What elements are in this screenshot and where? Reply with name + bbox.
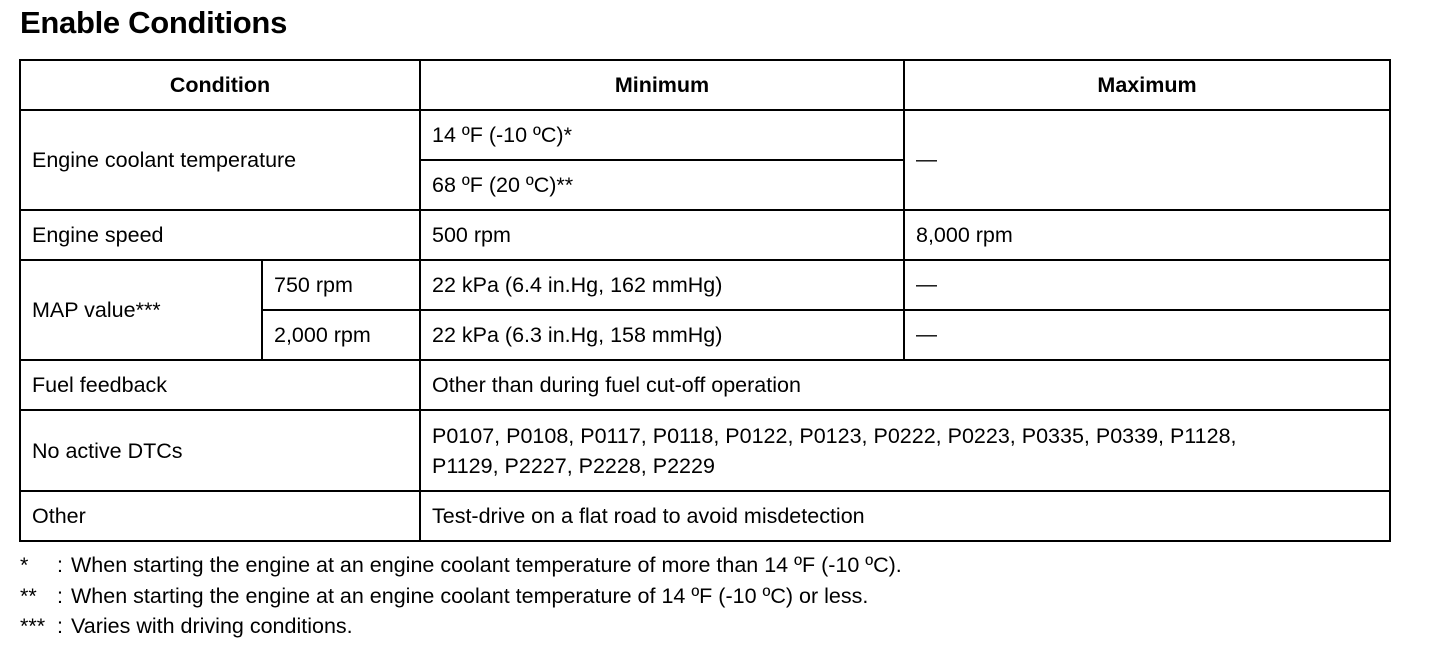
footnote <box>20 611 902 642</box>
dtc-list-line-2: P1129, P2227, P2228, P2229 <box>432 453 715 478</box>
table-header-row <box>20 60 1390 110</box>
footnote-text: When starting the engine at an engine coolant temperature of more than 14 ºF (-10 ºC). <box>71 553 902 577</box>
dtc-list-line-1: P0107, P0108, P0117, P0118, P0122, P0123, P0222, P0223, P0335, P0339, P1128, <box>432 423 1237 448</box>
footnote-text: When starting the engine at an engine coolant temperature of 14 ºF (-10 ºC) or less. <box>71 583 869 608</box>
footnote-mark: * <box>20 553 29 577</box>
ect-min-1: 14 ºF (-10 ºC)* <box>420 110 904 160</box>
fuel-feedback-label: Fuel feedback <box>20 360 420 410</box>
page-title: Enable Conditions <box>20 5 288 40</box>
map-max-750: — <box>904 260 1390 310</box>
map-min-2000: 22 kPa (6.3 in.Hg, 158 mmHg) <box>420 310 904 360</box>
no-active-dtcs-label: No active DTCs <box>20 410 420 491</box>
engine-speed-label: Engine speed <box>20 210 420 260</box>
map-min-750: 22 kPa (6.4 in.Hg, 162 mmHg) <box>420 260 904 310</box>
other-value: Test-drive on a flat road to avoid misdetection <box>420 491 1390 541</box>
table-row <box>20 360 1390 410</box>
map-max-2000: — <box>904 310 1390 360</box>
engine-speed-max: 8,000 rpm <box>904 210 1390 260</box>
footnote-separator: : <box>57 553 63 577</box>
footnotes <box>20 550 902 642</box>
ect-max: — <box>904 110 1390 210</box>
footnote <box>20 581 902 612</box>
header-minimum: Minimum <box>420 60 904 110</box>
footnote-mark: *** <box>20 614 46 638</box>
no-active-dtcs-value <box>420 410 1390 491</box>
ect-min-2: 68 ºF (20 ºC)** <box>420 160 904 210</box>
table-row <box>20 491 1390 541</box>
ect-label: Engine coolant temperature <box>20 110 420 210</box>
engine-speed-min: 500 rpm <box>420 210 904 260</box>
map-sub-2000: 2,000 rpm <box>262 310 420 360</box>
fuel-feedback-value: Other than during fuel cut-off operation <box>420 360 1390 410</box>
footnote-text: Varies with driving conditions. <box>71 614 353 638</box>
footnote-separator: : <box>57 614 63 638</box>
other-label: Other <box>20 491 420 541</box>
enable-conditions-table <box>19 59 1391 542</box>
table-row <box>20 210 1390 260</box>
table-row <box>20 260 1390 310</box>
footnote <box>20 550 902 581</box>
table-row <box>20 110 1390 160</box>
footnote-mark: ** <box>20 583 37 608</box>
footnote-separator: : <box>57 583 63 608</box>
header-condition: Condition <box>20 60 420 110</box>
map-sub-750: 750 rpm <box>262 260 420 310</box>
map-value-label: MAP value*** <box>20 260 262 360</box>
table-row <box>20 410 1390 491</box>
header-maximum: Maximum <box>904 60 1390 110</box>
